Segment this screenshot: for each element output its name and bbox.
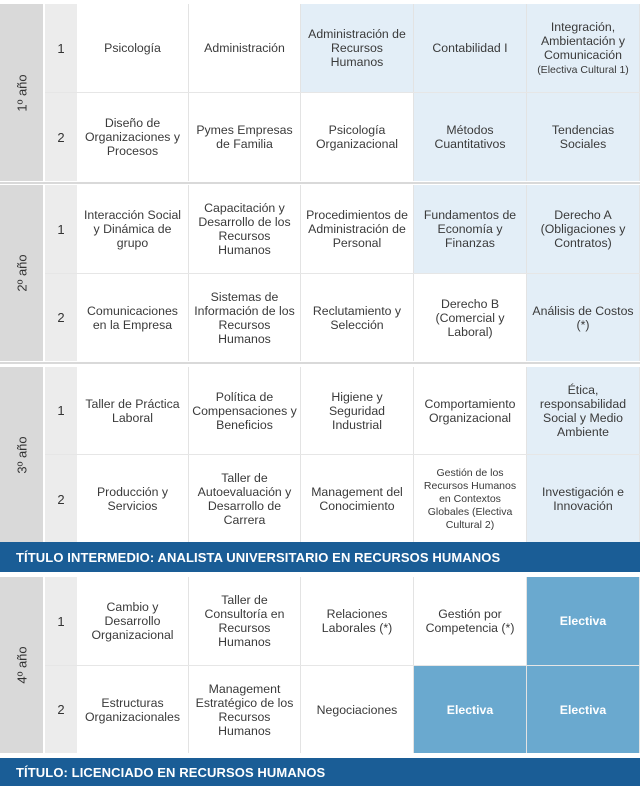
subject-cell xyxy=(414,185,527,273)
subject-cell xyxy=(77,367,189,454)
subject-cell xyxy=(414,367,527,454)
subject-cell xyxy=(527,367,640,454)
subject-name: Administración xyxy=(204,41,285,55)
subject-cell xyxy=(189,577,301,665)
semester-number: 1 xyxy=(45,4,77,92)
subject-name: Psicología Organizacional xyxy=(315,123,399,151)
semester-row xyxy=(45,455,640,543)
subject-cell xyxy=(527,185,640,273)
year-label-cell xyxy=(0,4,43,181)
subject-name: Gestión de los Recursos Humanos en Contextos Globales (Electiva Cultural 2) xyxy=(423,466,517,531)
subject-name: Relaciones Laborales (*) xyxy=(321,607,393,635)
subject-cell xyxy=(189,93,301,181)
subject-name: Electiva xyxy=(446,702,494,717)
semester-row xyxy=(45,577,640,665)
subject-name: Taller de Práctica Laboral xyxy=(85,396,180,425)
subject-cell xyxy=(77,274,189,361)
subject-name: Tendencias Sociales xyxy=(551,123,615,151)
subject-cell xyxy=(414,274,527,361)
subject-note: (Electiva Cultural 1) xyxy=(537,63,629,76)
subject-name: Comunicaciones en la Empresa xyxy=(87,303,178,332)
subject-cell xyxy=(189,185,301,273)
elective-cell xyxy=(414,666,527,753)
subject-name: Management Estratégico de los Recursos Humanos xyxy=(195,681,294,738)
subject-cell xyxy=(77,4,189,92)
final-title-banner: TÍTULO: LICENCIADO EN RECURSOS HUMANOS xyxy=(0,758,640,786)
subject-cell xyxy=(301,367,414,454)
year-block xyxy=(0,185,640,361)
subject-cell xyxy=(527,93,640,181)
subject-name: Gestión por Competencia (*) xyxy=(425,607,515,635)
subject-cell xyxy=(77,455,189,543)
subject-name: Reclutamiento y Selección xyxy=(312,303,402,332)
subject-name: Electiva xyxy=(559,702,607,717)
year-label: 1º año xyxy=(14,73,29,112)
subject-name: Ética, responsabilidad Social y Medio Ambiente xyxy=(539,382,627,439)
elective-cell xyxy=(527,577,640,665)
subject-name: Producción y Servicios xyxy=(96,485,169,513)
subject-name: Investigación e Innovación xyxy=(541,485,625,513)
year-block xyxy=(0,367,640,543)
year-label-cell xyxy=(0,185,43,361)
semester-row xyxy=(45,93,640,181)
subject-name: Taller de Consultoría en Recursos Humanos xyxy=(204,593,285,649)
subject-cell xyxy=(527,4,640,92)
semester-row xyxy=(45,4,640,92)
subject-name: Administración de Recursos Humanos xyxy=(308,27,406,69)
elective-cell xyxy=(527,666,640,753)
year-label: 4º año xyxy=(14,646,29,684)
subject-name: Diseño de Organizaciones y Procesos xyxy=(84,116,180,158)
subject-name: Cambio y Desarrollo Organizacional xyxy=(91,600,174,642)
subject-name: Estructuras Organizacionales xyxy=(84,695,180,724)
semester-row xyxy=(45,666,640,753)
semester-number: 1 xyxy=(45,185,77,273)
subject-cell xyxy=(301,455,414,543)
year-divider xyxy=(0,182,640,184)
subject-name: Negociaciones xyxy=(316,702,398,717)
subject-name: Capacitación y Desarrollo de los Recursos Humanos xyxy=(198,201,291,257)
subject-name: Métodos Cuantitativos xyxy=(434,123,506,151)
subject-cell xyxy=(414,4,527,92)
subject-cell xyxy=(301,4,414,92)
subject-cell xyxy=(414,455,527,543)
subject-name: Fundamentos de Economía y Finanzas xyxy=(423,208,517,250)
semester-row xyxy=(45,185,640,273)
subject-name: Integración, Ambientación y Comunicación xyxy=(540,19,626,62)
subject-name: Sistemas de Información de los Recursos Humanos xyxy=(194,289,295,346)
subject-cell xyxy=(77,666,189,753)
year-label: 3º año xyxy=(14,436,29,474)
subject-name: Derecho B (Comercial y Laboral) xyxy=(435,296,505,339)
semester-row xyxy=(45,274,640,361)
subject-cell xyxy=(77,185,189,273)
intermediate-title-banner: TÍTULO INTERMEDIO: ANALISTA UNIVERSITARIO EN RECURSOS HUMANOS xyxy=(0,542,640,572)
subject-cell xyxy=(301,577,414,665)
subject-cell xyxy=(527,274,640,361)
year-divider xyxy=(0,362,640,364)
subject-cell xyxy=(527,455,640,543)
subject-name: Política de Compensaciones y Beneficios xyxy=(192,389,297,432)
subject-cell xyxy=(301,666,414,753)
subject-name: Pymes Empresas de Familia xyxy=(196,123,293,151)
year-label-cell xyxy=(0,367,43,543)
year-block xyxy=(0,577,640,753)
subject-name: Comportamiento Organizacional xyxy=(424,396,516,425)
semester-number: 1 xyxy=(45,577,77,665)
subject-name: Higiene y Seguridad Industrial xyxy=(328,389,386,432)
subject-name: Análisis de Costos (*) xyxy=(532,303,634,332)
year-label-cell xyxy=(0,577,43,753)
subject-cell xyxy=(77,577,189,665)
semester-number: 2 xyxy=(45,93,77,181)
semester-number: 2 xyxy=(45,274,77,361)
subject-cell xyxy=(189,4,301,92)
semester-number: 2 xyxy=(45,455,77,543)
year-label: 2º año xyxy=(14,254,29,292)
subject-cell xyxy=(189,274,301,361)
semester-number: 1 xyxy=(45,367,77,454)
subject-cell xyxy=(189,367,301,454)
subject-name: Interacción Social y Dinámica de grupo xyxy=(83,208,182,250)
subject-cell xyxy=(414,577,527,665)
subject-cell xyxy=(189,666,301,753)
subject-name: Taller de Autoevaluación y Desarrollo de Carrera xyxy=(197,471,292,527)
subject-name: Contabilidad I xyxy=(432,41,508,55)
subject-name: Electiva xyxy=(559,614,607,628)
subject-name: Management del Conocimiento xyxy=(311,485,403,513)
subject-name: Derecho A (Obligaciones y Contratos) xyxy=(540,208,626,250)
subject-cell xyxy=(77,93,189,181)
subject-cell xyxy=(414,93,527,181)
subject-cell xyxy=(301,185,414,273)
subject-cell xyxy=(301,93,414,181)
semester-row xyxy=(45,367,640,454)
subject-cell xyxy=(189,455,301,543)
subject-name: Psicología xyxy=(104,41,161,55)
subject-cell xyxy=(301,274,414,361)
subject-name: Procedimientos de Administración de Personal xyxy=(306,208,408,250)
semester-number: 2 xyxy=(45,666,77,753)
year-block xyxy=(0,4,640,181)
